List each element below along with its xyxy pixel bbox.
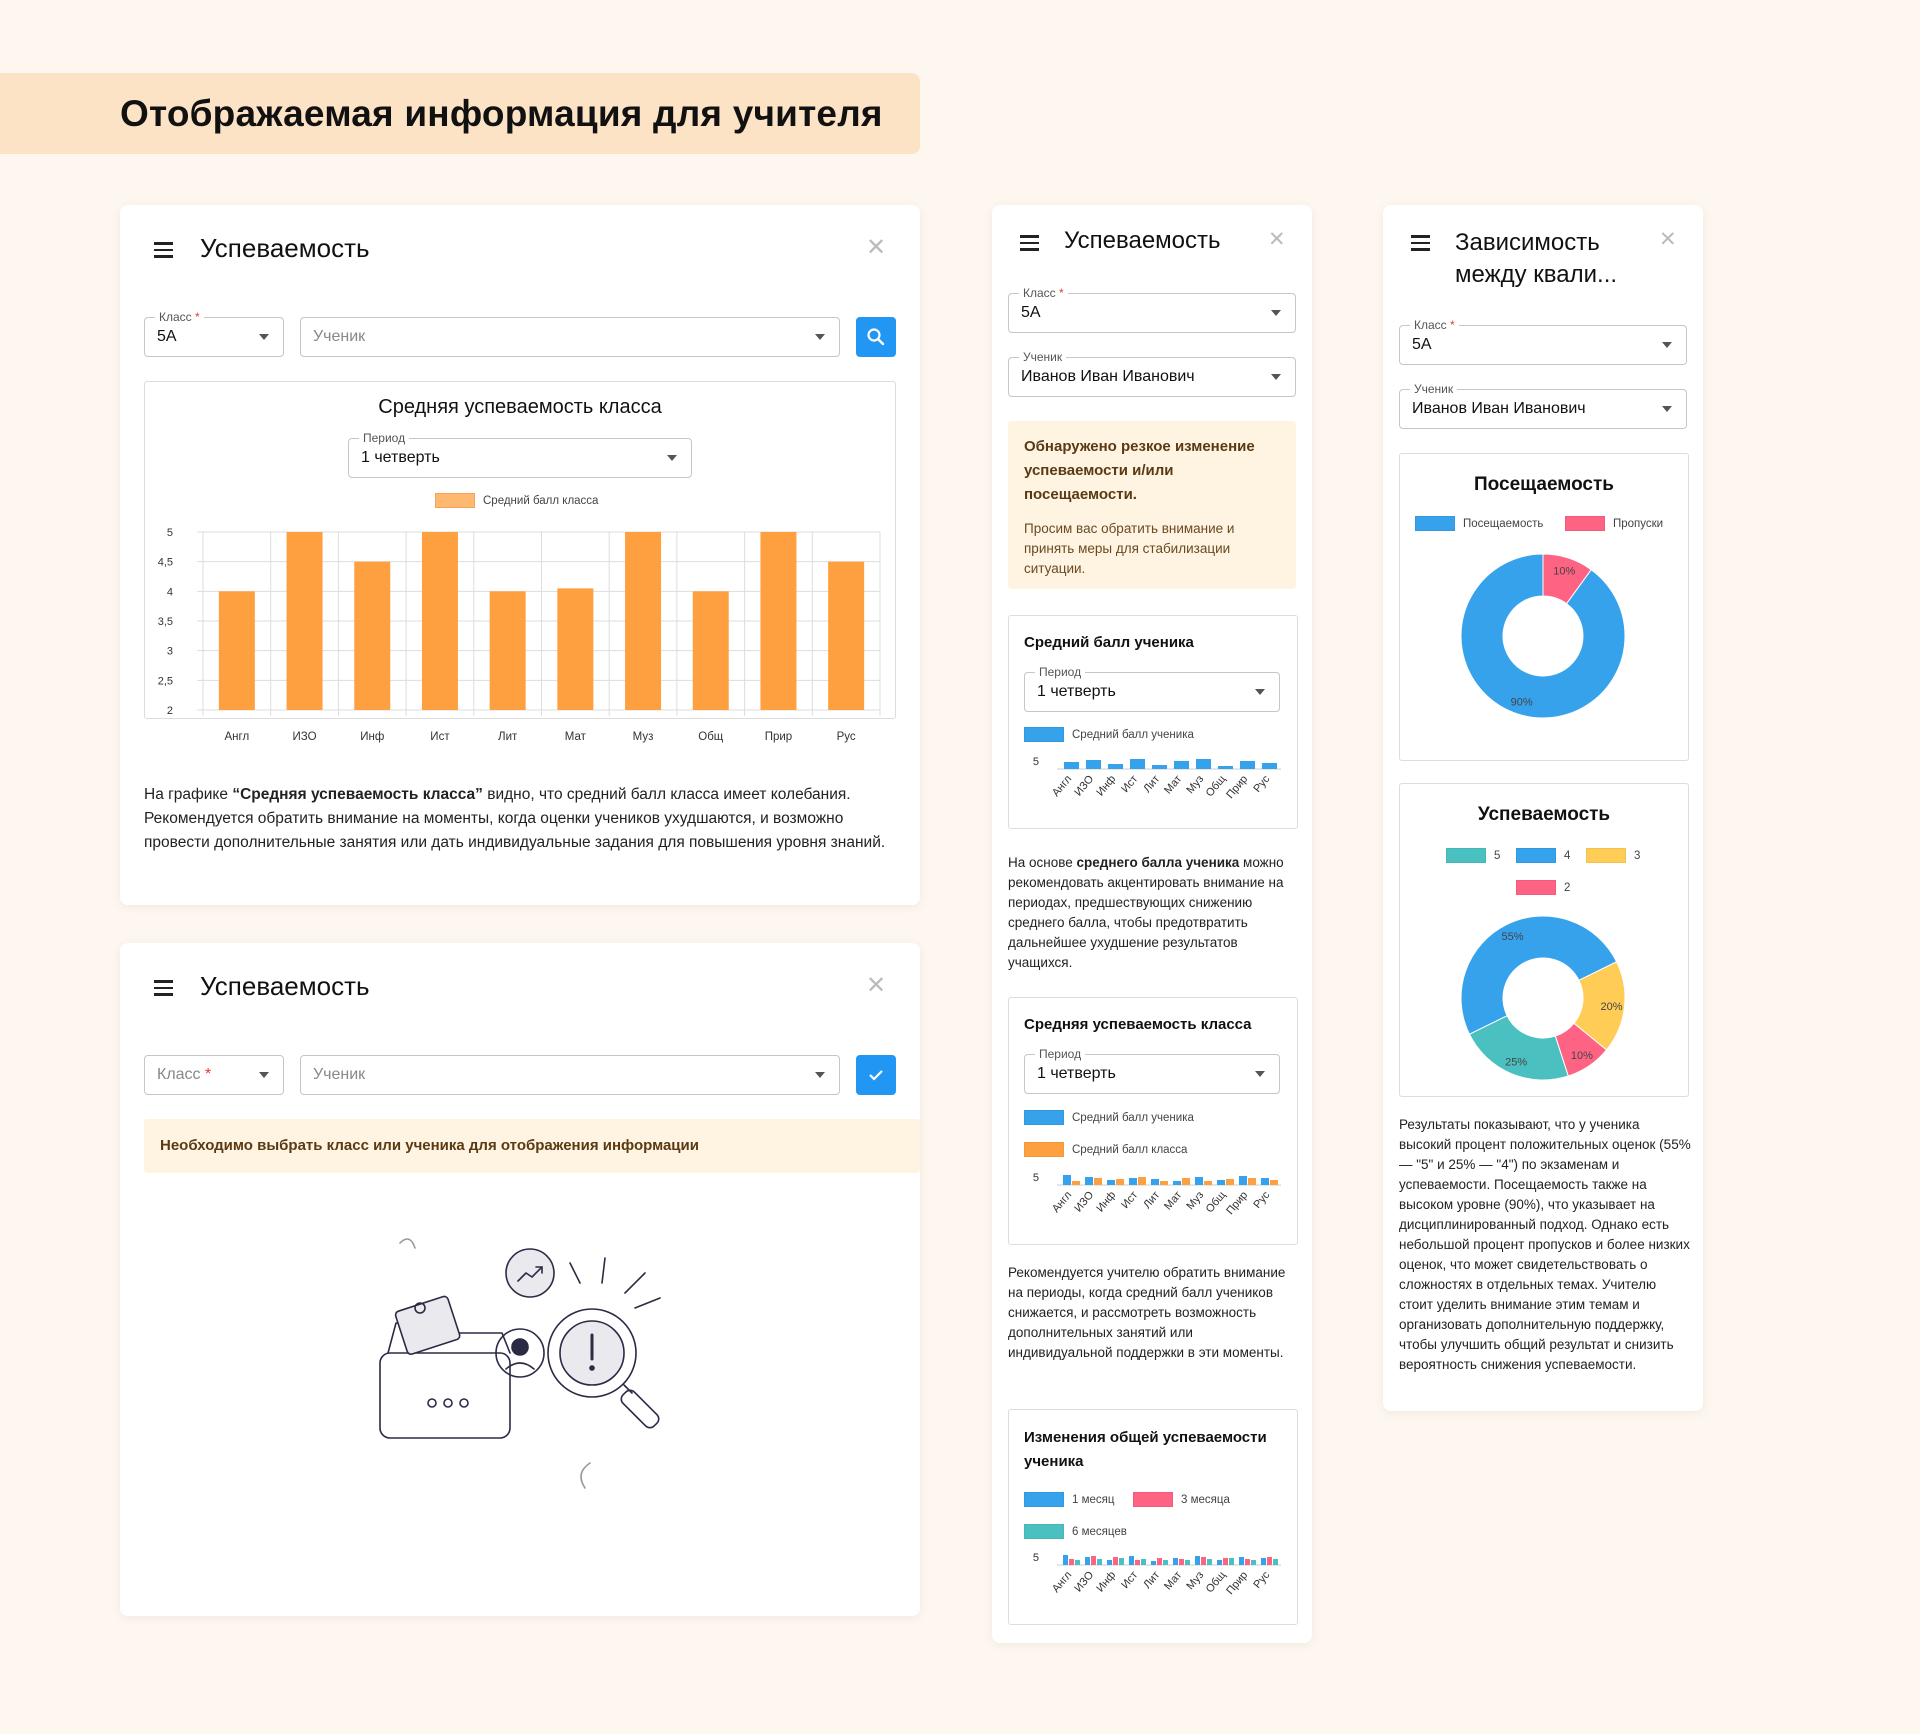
performance-card-class xyxy=(120,205,920,905)
x-tick-label: Общ xyxy=(1203,1569,1229,1596)
close-icon[interactable]: ✕ xyxy=(866,234,887,261)
class-value: 5А xyxy=(1412,336,1432,353)
x-tick-label: Ист xyxy=(1119,1189,1141,1212)
x-tick-label: Мат xyxy=(1162,1569,1185,1593)
bar xyxy=(1173,1558,1178,1565)
page-title: Отображаемая информация для учителя xyxy=(120,93,883,134)
x-tick-label: Мат xyxy=(1162,1189,1185,1213)
grades-donut-chart xyxy=(1400,908,1686,1088)
class-label: Класс xyxy=(159,310,192,324)
chevron-down-icon xyxy=(259,334,269,340)
student-performance-card xyxy=(992,205,1312,1643)
bar xyxy=(1262,763,1277,769)
x-tick-label: Муз xyxy=(1184,1189,1207,1213)
bar xyxy=(1119,1558,1124,1565)
class-value: 5А xyxy=(157,328,177,345)
menu-icon[interactable] xyxy=(154,242,173,258)
section-title: Успеваемость xyxy=(1477,804,1611,825)
legend-swatch xyxy=(435,493,475,508)
bar xyxy=(1129,1178,1137,1185)
bar xyxy=(1063,1175,1071,1185)
bar xyxy=(1072,1181,1080,1185)
x-tick-label: Лит xyxy=(498,731,518,743)
legend-item[interactable]: 6 месяцев xyxy=(1024,1524,1127,1539)
student-select[interactable]: Ученик Иванов Иван Иванович xyxy=(1399,389,1687,429)
bar xyxy=(422,532,458,710)
analysis-text: Результаты показывают, что у ученика высокий процент положительных оценок (55% — "5" и 25% — "4") по экзаменам и успеваемости. Посещаемость также на высоком уровне (90%), что указывает на дисциплинированный подход. Однако есть небольшой процент пропусков и более низких оценок, что может свидетельствовать о сложностях в отдельных темах. Учителю стоит уделить внимание этим темам и организовать дополнительную поддержку, чтобы улучшить общий результат и снизить вероятность снижения успеваемости. xyxy=(1399,1117,1691,1372)
bar xyxy=(1138,1177,1146,1185)
alert-text: Просим вас обратить внимание и принять меры для стабилизации ситуации. xyxy=(1024,521,1235,576)
bar xyxy=(1185,1560,1190,1565)
bar xyxy=(219,591,255,710)
close-icon[interactable]: ✕ xyxy=(1268,228,1286,251)
bar xyxy=(1108,764,1123,769)
progress-change-panel xyxy=(1008,1409,1298,1625)
x-tick-label: Англ xyxy=(1049,1189,1075,1216)
legend-item[interactable]: 5 xyxy=(1446,848,1500,863)
x-tick-label: Англ xyxy=(224,731,250,743)
student-placeholder: Ученик xyxy=(313,328,366,345)
legend-item[interactable]: Средний балл ученика xyxy=(1024,727,1194,742)
bar xyxy=(1273,1559,1278,1565)
bar xyxy=(625,532,661,710)
slice-label: 10% xyxy=(1553,565,1576,578)
progress-change-bar-chart xyxy=(1009,1540,1295,1620)
student-value: Иванов Иван Иванович xyxy=(1021,368,1195,385)
slice-label: 20% xyxy=(1600,1000,1623,1013)
legend-item[interactable]: Посещаемость xyxy=(1415,516,1543,531)
bar xyxy=(1151,1561,1156,1565)
legend-item[interactable]: 2 xyxy=(1516,880,1570,895)
bar xyxy=(1113,1557,1118,1565)
x-tick-label: Муз xyxy=(1184,1569,1207,1593)
x-tick-label: Рус xyxy=(1251,773,1273,795)
y-tick-label: 3 xyxy=(166,645,173,658)
x-tick-label: Рус xyxy=(1251,1569,1273,1591)
card-title: Успеваемость xyxy=(1064,227,1221,254)
bar xyxy=(1239,1176,1247,1185)
chevron-down-icon xyxy=(1255,1071,1265,1077)
bar xyxy=(1152,765,1167,769)
x-tick-label: Ист xyxy=(430,731,450,743)
student-select[interactable]: Ученик Иванов Иван Иванович xyxy=(1008,357,1296,397)
slice-label: 25% xyxy=(1505,1056,1528,1069)
x-tick-label: ИЗО xyxy=(1072,773,1097,799)
bar xyxy=(1196,759,1211,769)
bar xyxy=(1163,1560,1168,1565)
bar xyxy=(1160,1181,1168,1185)
x-tick-label: Муз xyxy=(632,731,654,743)
bar xyxy=(1201,1557,1206,1565)
slice-label: 55% xyxy=(1501,931,1524,944)
x-tick-label: Лит xyxy=(1141,773,1163,796)
bar xyxy=(1226,1179,1234,1185)
class-average-bar-chart xyxy=(145,512,893,752)
bar xyxy=(1240,761,1255,769)
x-tick-label: Ист xyxy=(1119,773,1141,796)
bar xyxy=(1091,1556,1096,1565)
period-value: 1 четверть xyxy=(361,449,440,466)
check-icon xyxy=(866,1065,886,1085)
x-tick-label: Инф xyxy=(1094,1569,1119,1595)
chart-title: Средняя успеваемость класса xyxy=(378,396,662,418)
bar xyxy=(1217,1560,1222,1565)
legend-item[interactable]: 1 месяц xyxy=(1024,1492,1114,1507)
bar xyxy=(1064,762,1079,769)
confirm-button[interactable] xyxy=(856,1055,896,1095)
search-icon xyxy=(866,327,886,347)
section-title: Средняя успеваемость класса xyxy=(1024,1016,1252,1033)
bar xyxy=(1107,1560,1112,1565)
attendance-panel xyxy=(1399,453,1689,761)
bar xyxy=(1085,1177,1093,1185)
x-tick-label: Лит xyxy=(1141,1569,1163,1592)
bar xyxy=(1173,1181,1181,1185)
x-tick-label: ИЗО xyxy=(292,731,317,743)
card-title: Зависимость между квали... xyxy=(1455,229,1618,288)
period-select[interactable]: Период 1 четверть xyxy=(348,438,692,478)
bar xyxy=(1086,760,1101,769)
bar xyxy=(1174,761,1189,769)
bar xyxy=(1141,1559,1146,1565)
qualification-dependency-card xyxy=(1383,205,1703,1411)
student-average-bar-chart xyxy=(1009,744,1295,824)
x-tick-label: Лит xyxy=(1141,1189,1163,1212)
x-tick-label: Общ xyxy=(1203,773,1229,800)
notice-text: Необходимо выбрать класс или ученика для отображения информации xyxy=(160,1137,699,1154)
page-banner xyxy=(0,73,920,154)
class-select[interactable]: Класс * 5А xyxy=(1399,325,1687,365)
x-tick-label: Англ xyxy=(1049,1569,1075,1596)
x-tick-label: ИЗО xyxy=(1072,1569,1097,1595)
bar xyxy=(1179,1559,1184,1565)
bar xyxy=(1267,1557,1272,1565)
empty-state-illustration xyxy=(370,1213,690,1513)
recommendation-text-1: На основе среднего балла ученика можно рекомендовать акцентировать внимание на периодах, предшествующих снижению среднего балла, чтобы предотвратить дальнейшее ухудшение результатов учащихся. xyxy=(1008,855,1284,970)
legend-item[interactable]: 3 xyxy=(1586,848,1640,863)
y-tick-label: 2,5 xyxy=(157,675,173,688)
bar xyxy=(1251,1560,1256,1565)
bar xyxy=(1069,1559,1074,1565)
menu-icon[interactable] xyxy=(1411,235,1430,251)
student-select[interactable] xyxy=(300,1055,840,1095)
bar xyxy=(1204,1181,1212,1185)
bar xyxy=(1151,1179,1159,1185)
student-value: Иванов Иван Иванович xyxy=(1412,400,1586,417)
x-tick-label: Прир xyxy=(1224,1569,1251,1598)
x-tick-label: Англ xyxy=(1049,773,1075,800)
menu-icon[interactable] xyxy=(1020,235,1039,251)
chevron-down-icon xyxy=(1662,342,1672,348)
search-button[interactable] xyxy=(856,317,896,357)
x-tick-label: Рус xyxy=(836,731,856,743)
section-title: Посещаемость xyxy=(1473,474,1614,495)
bar xyxy=(1063,1555,1068,1565)
bar xyxy=(1135,1560,1140,1565)
bar xyxy=(693,591,729,710)
bar xyxy=(1094,1178,1102,1185)
y-tick-label: 4 xyxy=(166,586,173,599)
class-comparison-bar-chart xyxy=(1009,1160,1295,1240)
period-select[interactable]: Период 1 четверть xyxy=(1024,1054,1280,1094)
bar xyxy=(1182,1178,1190,1185)
x-tick-label: Общ xyxy=(1203,1189,1229,1216)
y-tick-label: 5 xyxy=(1032,756,1039,768)
slice-label: 10% xyxy=(1570,1049,1593,1062)
x-tick-label: Инф xyxy=(1094,773,1119,799)
bar xyxy=(1097,1559,1102,1565)
bar xyxy=(828,562,864,710)
x-tick-label: Прир xyxy=(1224,1189,1251,1218)
bar xyxy=(1261,1558,1266,1565)
class-select[interactable]: Класс * xyxy=(144,1055,284,1095)
bar xyxy=(1217,1180,1225,1185)
class-placeholder: Класс xyxy=(157,1066,201,1083)
bar xyxy=(287,532,323,710)
section-title: Средний балл ученика xyxy=(1024,634,1194,651)
legend-item[interactable]: Средний балл класса xyxy=(1024,1142,1187,1157)
x-tick-label: Муз xyxy=(1184,773,1207,797)
student-placeholder: Ученик xyxy=(313,1066,366,1083)
student-average-panel xyxy=(1008,615,1298,829)
bar xyxy=(760,532,796,710)
chevron-down-icon xyxy=(815,334,825,340)
card-title: Успеваемость xyxy=(200,233,370,263)
bar xyxy=(1261,1178,1269,1185)
x-tick-label: Мат xyxy=(1162,773,1185,797)
class-value: 5А xyxy=(1021,304,1041,321)
y-tick-label: 5 xyxy=(1032,1172,1039,1184)
class-average-chart-panel xyxy=(144,381,896,743)
bar xyxy=(1239,1557,1244,1565)
class-select[interactable]: Класс * 5А xyxy=(1008,293,1296,333)
chevron-down-icon xyxy=(1255,689,1265,695)
chevron-down-icon xyxy=(1271,374,1281,380)
x-tick-label: Мат xyxy=(564,731,586,743)
slice-label: 90% xyxy=(1510,696,1533,709)
chevron-down-icon xyxy=(1662,406,1672,412)
chevron-down-icon xyxy=(815,1072,825,1078)
bar xyxy=(354,562,390,710)
legend-item[interactable]: 4 xyxy=(1516,848,1570,863)
alert-title: Обнаружено резкое изменение успеваемости и/или посещаемости. xyxy=(1024,438,1255,503)
notice-banner xyxy=(144,1119,920,1173)
section-title: Изменения общей успеваемости ученика xyxy=(1024,1429,1267,1470)
x-tick-label: Прир xyxy=(1224,773,1251,802)
legend-item[interactable]: Пропуски xyxy=(1565,516,1663,531)
y-tick-label: 2 xyxy=(166,705,173,717)
x-tick-label: Общ xyxy=(698,731,724,743)
bar xyxy=(1270,1180,1278,1185)
chevron-down-icon xyxy=(1271,310,1281,316)
performance-card-empty xyxy=(120,943,920,1616)
bar xyxy=(1195,1556,1200,1565)
menu-icon[interactable] xyxy=(154,980,173,996)
bar xyxy=(557,588,593,710)
class-select[interactable]: Класс * 5А xyxy=(144,317,284,357)
bar xyxy=(1223,1558,1228,1565)
bar xyxy=(1085,1557,1090,1565)
bar xyxy=(1157,1558,1162,1565)
legend-item[interactable]: 3 месяца xyxy=(1133,1492,1230,1507)
x-tick-label: ИЗО xyxy=(1072,1189,1097,1215)
bar xyxy=(1229,1558,1234,1565)
performance-panel xyxy=(1399,783,1689,1097)
x-tick-label: Рус xyxy=(1251,1189,1273,1211)
bar xyxy=(1129,1556,1134,1565)
close-icon[interactable]: ✕ xyxy=(1659,228,1677,251)
bar xyxy=(1245,1559,1250,1565)
chevron-down-icon xyxy=(667,455,677,461)
y-tick-label: 5 xyxy=(166,527,173,539)
period-select[interactable]: Период 1 четверть xyxy=(1024,672,1280,712)
student-select[interactable] xyxy=(300,317,840,357)
card-title: Успеваемость xyxy=(200,971,370,1001)
bar xyxy=(1107,1180,1115,1185)
bar xyxy=(1218,766,1233,769)
legend-item[interactable]: Средний балл класса xyxy=(435,493,598,508)
y-tick-label: 4,5 xyxy=(157,556,173,569)
bar xyxy=(1130,759,1145,769)
bar xyxy=(1116,1179,1124,1185)
bar xyxy=(490,591,526,710)
x-tick-label: Прир xyxy=(764,731,793,743)
class-comparison-panel xyxy=(1008,997,1298,1245)
close-icon[interactable]: ✕ xyxy=(866,972,887,999)
x-tick-label: Инф xyxy=(1094,1189,1119,1215)
bar xyxy=(1207,1559,1212,1565)
bar xyxy=(1195,1177,1203,1185)
attendance-donut-chart xyxy=(1400,546,1686,726)
y-tick-label: 3,5 xyxy=(157,616,173,628)
bar xyxy=(1075,1560,1080,1565)
alert-panel xyxy=(1008,421,1296,589)
chart-description: На графике “Средняя успеваемость класса” видно, что средний балл класса имеет колебания. Рекомендуется обратить внимание на моменты, когда оценки учеников ухудшаются, и возможно провести дополнительные занятия или дать индивидуальные задания для повышения уровня знаний. xyxy=(144,786,886,851)
legend-item[interactable]: Средний балл ученика xyxy=(1024,1110,1194,1125)
x-tick-label: Ист xyxy=(1119,1569,1141,1592)
chevron-down-icon xyxy=(259,1072,269,1078)
x-tick-label: Инф xyxy=(360,731,385,743)
recommendation-text-2: Рекомендуется учителю обратить внимание на периоды, когда средний балл учеников снижается, и рассмотреть возможность дополнительных занятий или индивидуальной поддержки в эти моменты. xyxy=(1008,1265,1286,1360)
bar xyxy=(1248,1178,1256,1185)
y-tick-label: 5 xyxy=(1032,1552,1039,1564)
